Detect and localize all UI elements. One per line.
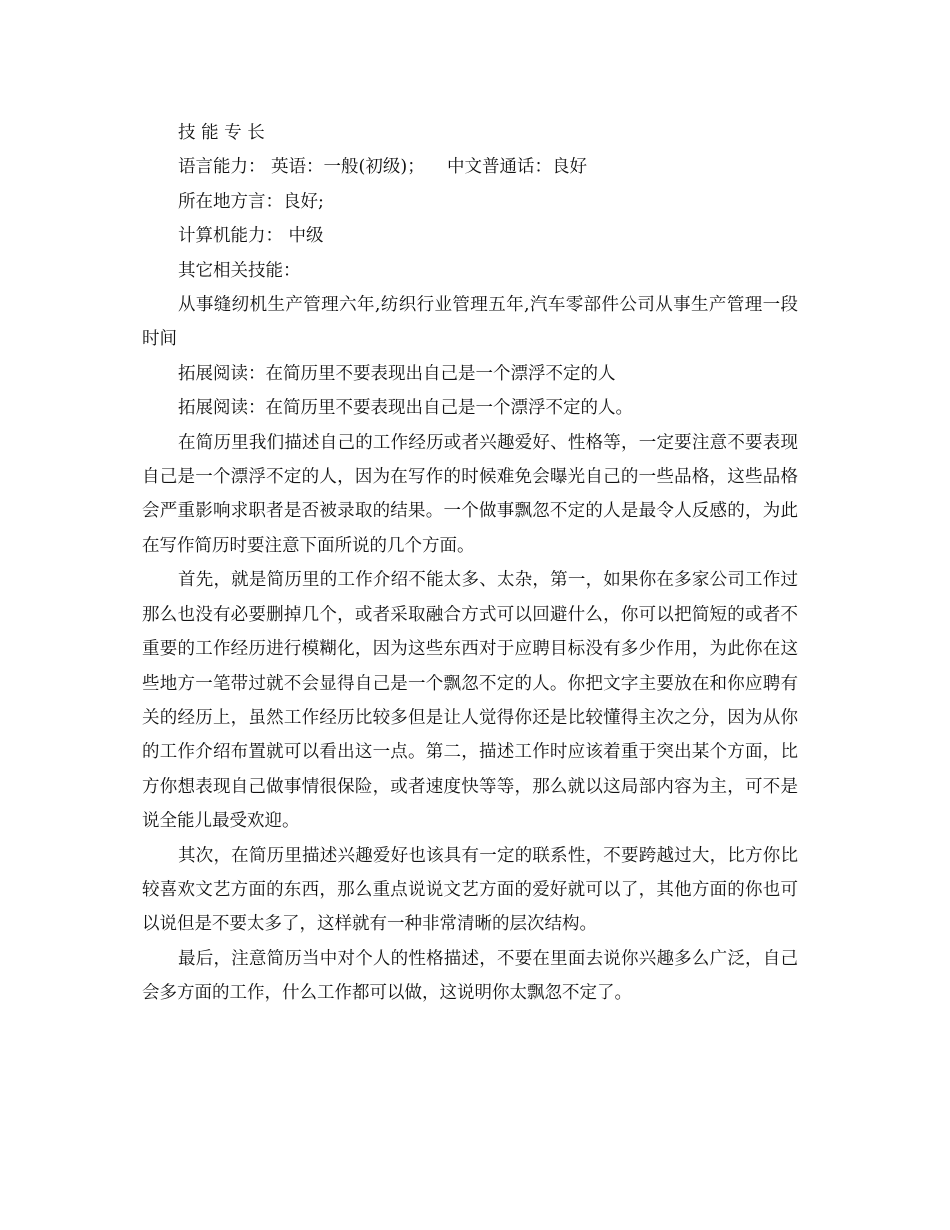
further-reading-line-2: 拓展阅读：在简历里不要表现出自己是一个漂浮不定的人。 [178, 398, 633, 419]
experience-paragraph: 从事缝纫机生产管理六年,纺织行业管理五年,汽车零部件公司从事生产管理一段时间 [142, 295, 798, 350]
body-paragraph-second: 其次，在简历里描述兴趣爱好也该具有一定的联系性，不要跨越过大，比方你比较喜欢文艺方面的东西，那么重点说说文艺方面的爱好就可以了，其他方面的你也可以说但是不要太多了，这样就有一种非常清晰的层次结构。 [142, 845, 798, 935]
body-paragraph-first: 首先，就是简历里的工作介绍不能太多、太杂，第一，如果你在多家公司工作过那么也没有必要删掉几个，或者采取融合方式可以回避什么，你可以把简短的或者不重要的工作经历进行模糊化，因为这些东西对于应聘目标没有多少作用，为此你在这些地方一笔带过就不会显得自己是一个飘忽不定的人。你把文字主要放在和你应聘有关的经历上，虽然工作经历比较多但是让人觉得你还是比较懂得主次之分，因为从你的工作介绍布置就可以看出这一点。第二，描述工作时应该着重于突出某个方面，比方你想表现自己做事情很保险，或者速度快等等，那么就以这局部内容为主，可不是说全能儿最受欢迎。 [142, 570, 798, 832]
document-body [142, 116, 798, 1011]
body-paragraph-intro: 在简历里我们描述自己的工作经历或者兴趣爱好、性格等，一定要注意不要表现自己是一个漂浮不定的人，因为在写作的时候难免会曝光自己的一些品格，这些品格会严重影响求职者是否被录取的结果。一个做事飘忽不定的人是最令人反感的，为此在写作简历时要注意下面所说的几个方面。 [142, 432, 798, 556]
dialect-line: 所在地方言：良好; [178, 191, 324, 212]
further-reading-line-1: 拓展阅读：在简历里不要表现出自己是一个漂浮不定的人 [178, 363, 616, 384]
other-skills-label: 其它相关技能： [178, 260, 301, 281]
computer-ability-line: 计算机能力： 中级 [178, 226, 324, 247]
section-title: 技 能 专 长 [178, 123, 265, 143]
body-paragraph-last: 最后，注意简历当中对个人的性格描述，不要在里面去说你兴趣多么广泛，自己会多方面的工作，什么工作都可以做，这说明你太飘忽不定了。 [142, 948, 798, 1004]
language-ability-line: 语言能力： 英语：一般(初级)； 中文普通话：良好 [178, 157, 587, 178]
